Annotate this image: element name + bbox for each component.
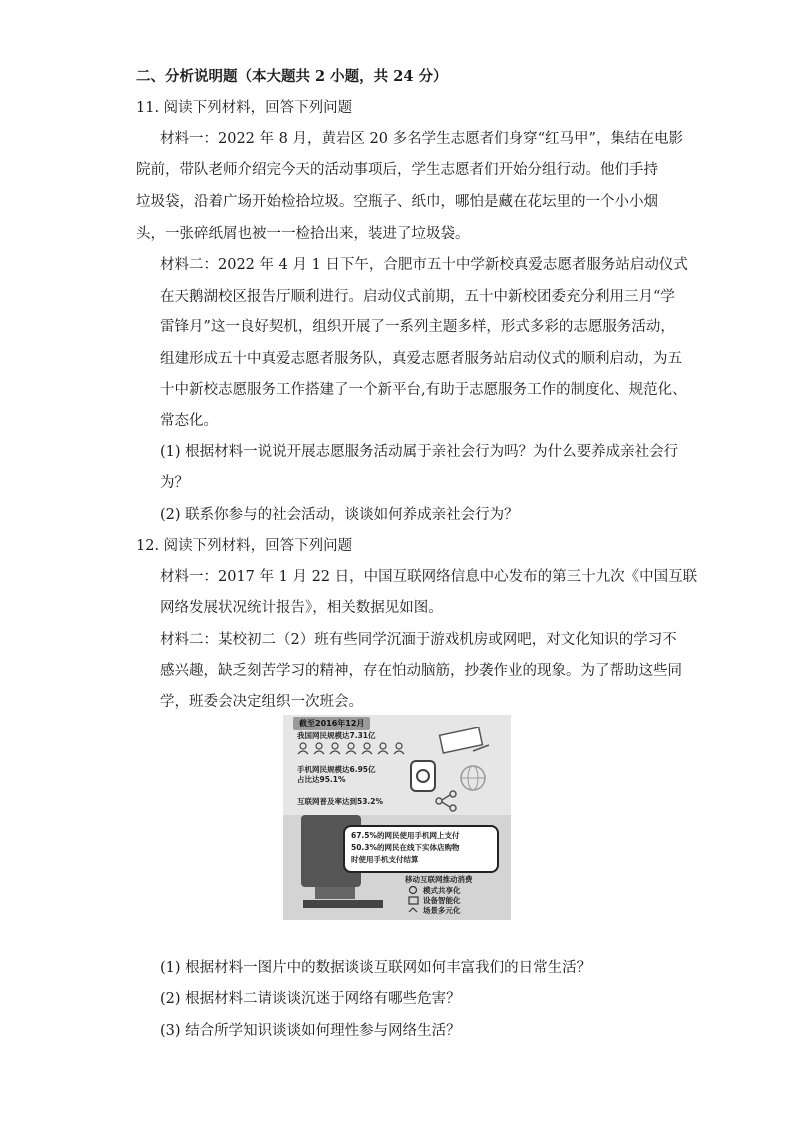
q12-material2-line: 感兴趣，缺乏刻苦学习的精神，存在怕动脑筋，抄袭作业的现象。为了帮助这些同: [160, 663, 682, 679]
globe-icon: [458, 763, 488, 793]
mobile-consumption-title: 移动互联网推动消费: [405, 875, 473, 884]
consumption-icons: [407, 885, 421, 917]
bubble-line: 50.3%的网民在线下实体店购物: [351, 843, 460, 852]
figure-stat-penetration: 互联网普及率达到53.2%: [297, 797, 384, 806]
q11-material1-line: 头，一张碎纸屑也被一一检拾出来，装进了垃圾袋。: [136, 226, 470, 242]
phone-icon: [403, 759, 443, 793]
figure-stat-mobile-share: 占比达95.1%: [297, 775, 346, 784]
q11-material2-line: 常态化。: [160, 413, 218, 429]
q11-material2-line: 组建形成五十中真爱志愿者服务队，真爱志愿者服务站启动仪式的顺利启动，为五: [160, 351, 682, 367]
q11-material2-line: 雷锋月”这一良好契机，组织开展了一系列主题多样，形式多彩的志愿服务活动，: [160, 319, 675, 335]
bubble-line: 时使用手机支付结算: [351, 855, 419, 864]
section-title: 二、分析说明题（本大题共 2 小题，共 24 分）: [136, 68, 448, 85]
q12-material2-line: 学，班委会决定组织一次班会。: [160, 694, 363, 710]
q12-subquestion-1: (1) 根据材料一图片中的数据谈谈互联网如何丰富我们的日常生活？: [160, 960, 592, 976]
q12-subquestion-3: (3) 结合所学知识谈谈如何理性参与网络生活？: [160, 1023, 461, 1039]
q11-material2-line: 在天鹅湖校区报告厅顺利进行。启动仪式前期，五十中新校团委充分利用三月“学: [160, 289, 675, 305]
mobile-item: 设备智能化: [423, 896, 461, 905]
figure-stat-mobile: 手机网民规模达6.95亿: [297, 765, 376, 774]
q11-material1-line: 材料一：2022 年 8 月，黄岩区 20 多名学生志愿者们身穿“红马甲”，集结在电影: [160, 131, 683, 147]
q11-subquestion-1-cont: 为？: [160, 475, 189, 491]
laptop-icon: [433, 727, 493, 755]
people-icons: [297, 741, 407, 755]
q11-subquestion-2: (2) 联系你参与的社会活动，谈谈如何养成亲社会行为？: [160, 507, 519, 523]
figure-stat-netizens: 我国网民规模达7.31亿: [297, 731, 376, 740]
q12-material1-line: 材料一：2017 年 1 月 22 日，中国互联网络信息中心发布的第三十九次《中国互联: [160, 569, 698, 585]
mobile-item: 模式共享化: [423, 886, 461, 895]
share-icon: [433, 789, 461, 813]
question-12-prompt: 12. 阅读下列材料，回答下列问题: [136, 538, 353, 554]
internet-statistics-figure: [283, 715, 511, 920]
q12-material2-line: 材料二：某校初二（2）班有些同学沉湎于游戏机房或网吧，对文化知识的学习不: [160, 632, 677, 648]
q11-material1-line: 垃圾袋，沿着广场开始检拾垃圾。空瓶子、纸巾，哪怕是藏在花坛里的一个小小烟: [136, 194, 658, 210]
mobile-item: 场景多元化: [423, 906, 461, 915]
q11-subquestion-1: (1) 根据材料一说说开展志愿服务活动属于亲社会行为吗？为什么要养成亲社会行: [160, 444, 679, 460]
q11-material2-line: 材料二：2022 年 4 月 1 日下午，合肥市五十中学新校真爱志愿者服务站启动仪式: [160, 257, 688, 273]
q11-material1-line: 院前，带队老师介绍完今天的活动事项后，学生志愿者们开始分组行动。他们手持: [136, 162, 658, 178]
q11-material2-line: 十中新校志愿服务工作搭建了一个新平台,有助于志愿服务工作的制度化、规范化、: [160, 382, 687, 398]
question-11-prompt: 11. 阅读下列材料，回答下列问题: [136, 100, 353, 116]
figure-header: 截至2016年12月: [293, 717, 370, 730]
q12-material1-line: 网络发展状况统计报告》，相关数据见如图。: [160, 600, 443, 616]
q12-subquestion-2: (2) 根据材料二请谈谈沉迷于网络有哪些危害？: [160, 991, 461, 1007]
monitor-base: [315, 887, 355, 899]
keyboard: [303, 900, 383, 908]
bubble-line: 67.5%的网民使用手机网上支付: [351, 831, 460, 840]
